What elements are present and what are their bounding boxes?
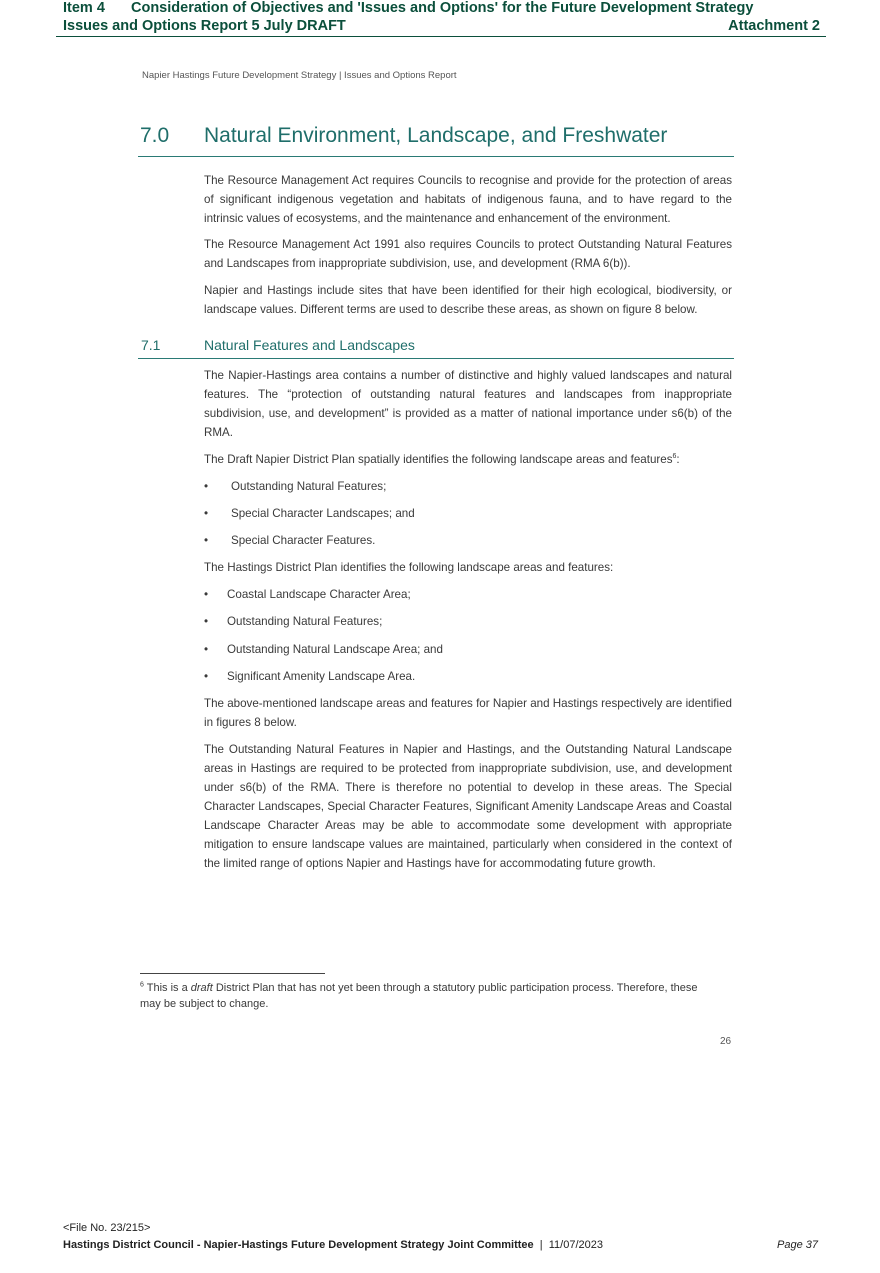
bullet-glyph: • [204, 534, 209, 547]
list-item-text: Special Character Landscapes; and [231, 507, 415, 520]
page-number: 26 [720, 1036, 732, 1047]
footer-committee: Hastings District Council - Napier-Hastings Future Development Strategy Joint Committee [63, 1239, 534, 1251]
bullet-glyph: • [204, 480, 209, 493]
footnote [140, 980, 710, 1012]
paragraph: The Napier-Hastings area contains a number of distinctive and highly valued landscapes and natural features. The “protection of outstanding natural features and landscapes from inappropriate subdivision, use, and development” is provided as a matter of national importance under s6(b) of the RMA. [204, 369, 732, 439]
footnote-text-rest: District Plan that has not yet been through a statutory public participation process. Therefore, these may be subject to change. [140, 982, 698, 1010]
item-title: Consideration of Objectives and 'Issues and Options' for the Future Development Strategy [131, 0, 754, 16]
bullet-glyph: • [204, 588, 209, 601]
file-number: <File No. 23/215> [63, 1222, 151, 1234]
section-number: 7.0 [140, 124, 170, 147]
paragraph: The Outstanding Natural Features in Napier and Hastings, and the Outstanding Natural Landscape areas in Hastings are required to be protected from inappropriate subdivision, use, and development under s6(b) of the RMA. There is therefore no potential to develop in these areas. The Special Character Landscapes, Special Character Features, Significant Amenity Landscape Areas and Coastal Landscape Character Areas may be able to accommodate some development with appropriate mitigation to ensure landscape values are maintained, particularly when considered in the context of the limited range of options Napier and Hastings have for accommodating future growth. [204, 743, 732, 870]
list-item-text: Outstanding Natural Features; [231, 480, 387, 493]
list-item-text: Outstanding Natural Features; [227, 615, 383, 628]
paragraph: Napier and Hastings include sites that have been identified for their high ecological, biodiversity, or landscape values. Different terms are used to describe these areas, as shown on figure 8 below. [204, 284, 732, 316]
report-title: Issues and Options Report 5 July DRAFT [63, 18, 346, 34]
subsection-heading [138, 336, 734, 359]
header-divider [56, 36, 826, 37]
item-label: Item 4 [63, 0, 105, 16]
footnote-text: This is a [143, 982, 191, 994]
subsection-title: Natural Features and Landscapes [204, 337, 415, 353]
section-title: Natural Environment, Landscape, and Freshwater [204, 124, 668, 147]
list-item-text: Special Character Features. [231, 534, 376, 547]
footnote-separator [140, 973, 325, 974]
list-item-text: Significant Amenity Landscape Area. [227, 670, 416, 683]
paragraph: The Resource Management Act 1991 also requires Councils to protect Outstanding Natural Features and Landscapes from inappropriate subdivision, use, and development (RMA 6(b)). [204, 238, 732, 270]
bullet-glyph: • [204, 643, 209, 656]
footer-page: Page 37 [777, 1239, 818, 1251]
paragraph-text: The Draft Napier District Plan spatially identifies the following landscape areas and features [204, 453, 673, 466]
bullet-glyph: • [204, 670, 209, 683]
section-heading [138, 124, 734, 157]
paragraph: The above-mentioned landscape areas and features for Napier and Hastings respectively are identified in figures 8 below. [204, 697, 732, 729]
footnote-marker: 6 [140, 981, 144, 989]
footnote-reference: 6 [672, 453, 677, 461]
running-header: Napier Hastings Future Development Strategy | Issues and Options Report [142, 70, 457, 81]
bullet-glyph: • [204, 507, 209, 520]
footer-date: 11/07/2023 [548, 1239, 603, 1251]
report-subheader [63, 18, 820, 34]
page-footer [63, 1239, 820, 1251]
paragraph: The Hastings District Plan identifies the following landscape areas and features: [204, 561, 614, 574]
bullet-glyph: • [204, 615, 209, 628]
subsection-number: 7.1 [141, 337, 161, 353]
footer-separator: | [539, 1239, 543, 1251]
list-item-text: Outstanding Natural Landscape Area; and [227, 643, 443, 656]
paragraph [204, 450, 732, 469]
footnote-emphasis: draft [190, 982, 213, 994]
agenda-item-header [63, 0, 820, 16]
paragraph: The Resource Management Act requires Councils to recognise and provide for the protection of areas of significant indigenous vegetation and habitats of indigenous fauna, and to have regard to the intrinsic values of ecosystems, and the maintenance and enhancement of the environment. [204, 174, 732, 225]
paragraph-text-end: : [676, 453, 680, 466]
list-item-text: Coastal Landscape Character Area; [227, 588, 411, 601]
attachment-label: Attachment 2 [728, 18, 820, 34]
